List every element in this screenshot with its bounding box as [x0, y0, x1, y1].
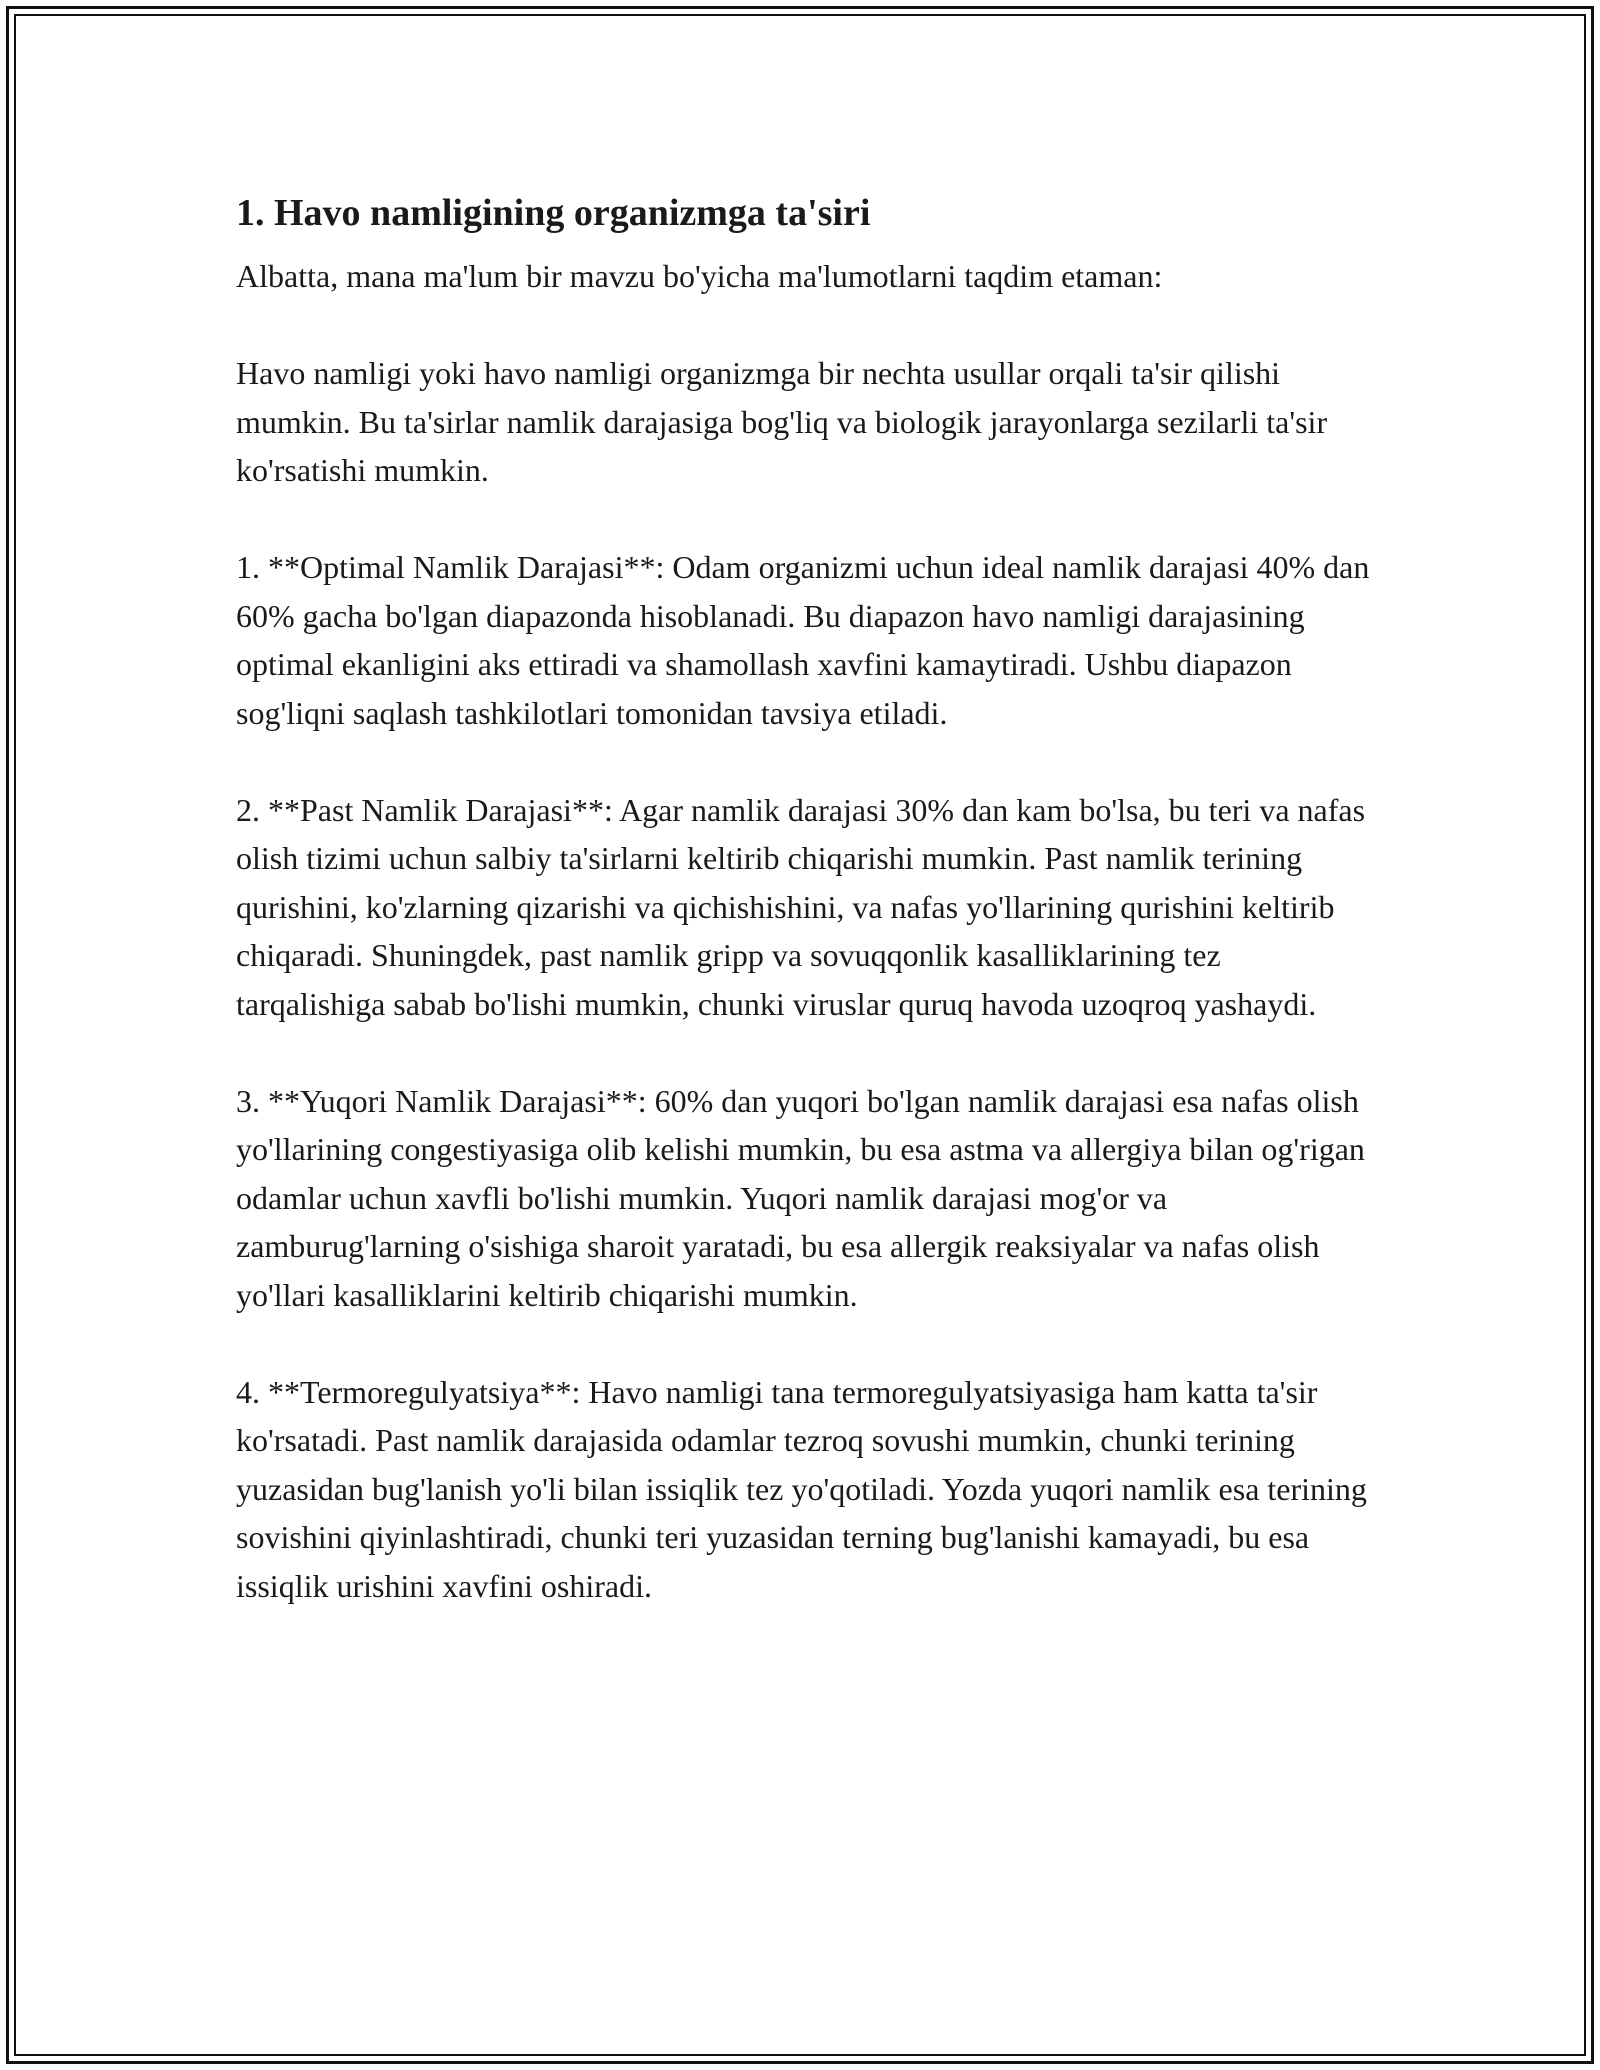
optimal-humidity-paragraph: 1. **Optimal Namlik Darajasi**: Odam organizmi uchun ideal namlik darajasi 40% dan 60% gacha bo'lgan diapazonda hisoblanadi. Bu diapazon havo namligi darajasining optimal ekanligini aks ettiradi va shamollash xavfini kamaytiradi. Ushbu diapazon sog'liqni saqlash tashkilotlari tomonidan tavsiya etiladi.	[236, 549, 1370, 731]
high-humidity-paragraph: 3. **Yuqori Namlik Darajasi**: 60% dan yuqori bo'lgan namlik darajasi esa nafas olish yo'llarining congestiyasiga olib kelishi mumkin, bu esa astma va allergiya bilan og'rigan odamlar uchun xavfli bo'lishi mumkin. Yuqori namlik darajasi mog'or va zamburug'larning o'sishiga sharoit yaratadi, bu esa allergik reaksiyalar va nafas olish yo'llari kasalliklarini keltirib chiqarishi mumkin.	[236, 1082, 1365, 1313]
low-humidity-paragraph: 2. **Past Namlik Darajasi**: Agar namlik darajasi 30% dan kam bo'lsa, bu teri va nafas olish tizimi uchun salbiy ta'sirlarni keltirib chiqarishi mumkin. Past namlik terining qurishini, ko'zlarning qizarishi va qichishishini, va nafas yo'llarining qurishini keltirib chiqaradi. Shuningdek, past namlik gripp va sovuqqonlik kasalliklarining tez tarqalishiga sabab bo'lishi mumkin, chunki viruslar quruq havoda uzoqroq yashaydi.	[236, 791, 1366, 1022]
document-title: 1. Havo namligining organizmga ta'siri	[236, 192, 871, 234]
intro-line: Albatta, mana ma'lum bir mavzu bo'yicha ma'lumotlarni taqdim etaman:	[236, 258, 1163, 294]
document-body	[236, 184, 1376, 1659]
thermoregulation-paragraph: 4. **Termoregulyatsiya**: Havo namligi tana termoregulyatsiyasiga ham katta ta'sir ko'rsatadi. Past namlik darajasida odamlar tezroq sovushi mumkin, chunki terining yuzasidan bug'lanish yo'li bilan issiqlik tez yo'qotiladi. Yozda yuqori namlik esa terining sovishini qiyinlashtiradi, chunki teri yuzasidan terning bug'lanishi kamayadi, bu esa issiqlik urishini xavfini oshiradi.	[236, 1373, 1367, 1604]
overview-paragraph: Havo namligi yoki havo namligi organizmga bir nechta usullar orqali ta'sir qilishi mumkin. Bu ta'sirlar namlik darajasiga bog'liq va biologik jarayonlarga sezilarli ta'sir ko'rsatishi mumkin.	[236, 355, 1328, 488]
